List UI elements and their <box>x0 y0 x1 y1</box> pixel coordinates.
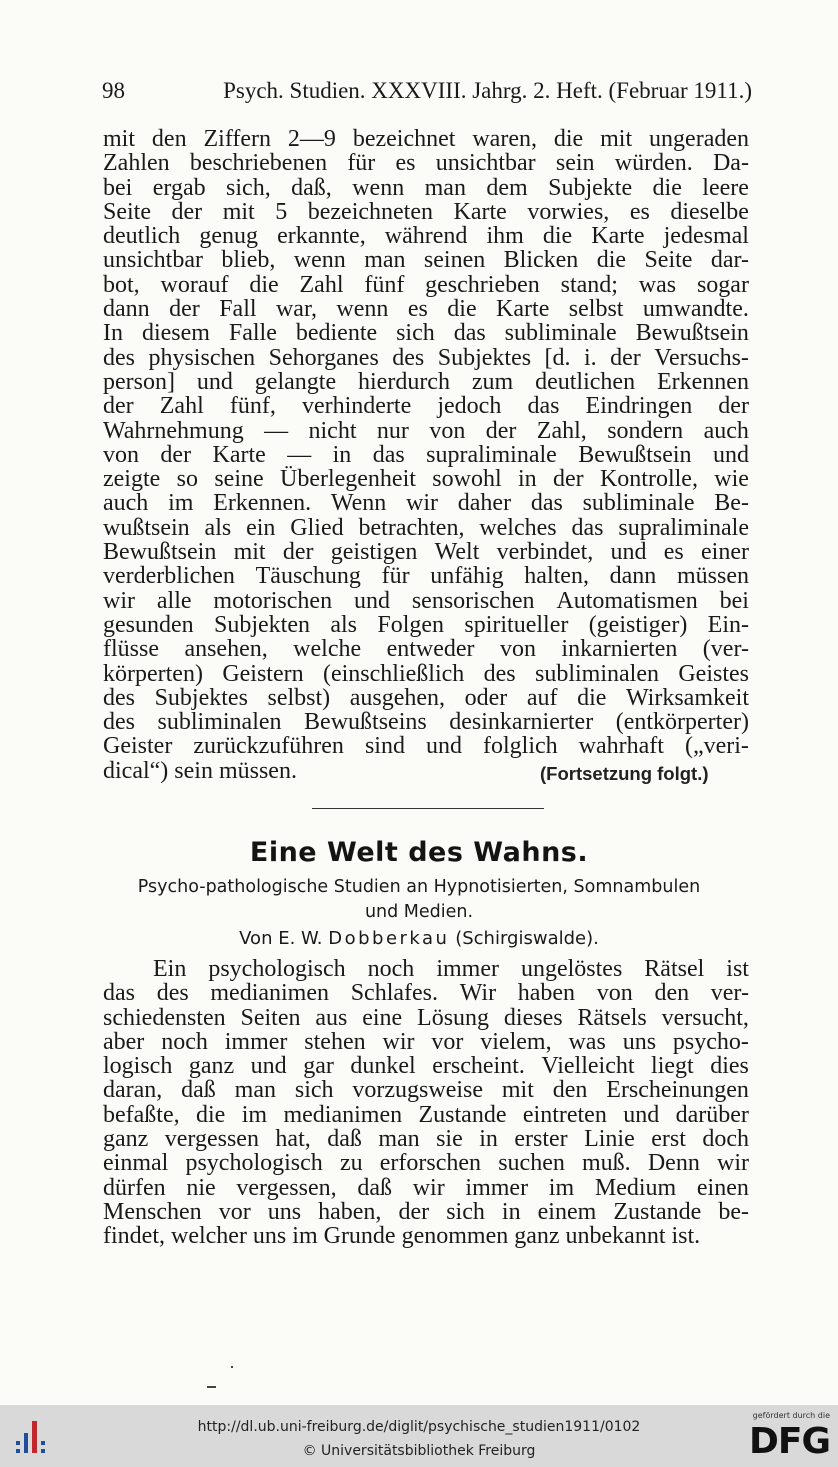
text-line: mit den Ziffern 2—9 bezeichnet waren, die mit ungeraden <box>103 126 749 152</box>
dfg-caption: gefördert durch die <box>752 1411 830 1420</box>
text-line: Geister zurückzuführen sind und folglich wahrhaft („veri- <box>103 733 749 760</box>
text-line: schiedensten Seiten aus eine Lösung dieses Rätsels versucht, <box>103 1004 749 1031</box>
text-line: bot, worauf die Zahl fünf geschrieben stand; was sogar <box>103 271 749 298</box>
text-line: Bewußtsein mit der geistigen Welt verbindet, und es einer <box>103 539 749 566</box>
continuation-note: (Fortsetzung folgt.) <box>540 763 709 784</box>
text-line: befaßte, die im medianimen Zustande eintreten und darüber <box>103 1101 749 1128</box>
text-line: einmal psychologisch zu erforschen suchen muß. Denn wir <box>103 1150 749 1177</box>
running-header <box>102 78 752 108</box>
text-line: flüsse ansehen, welche entweder von inkarnierten (ver- <box>103 636 749 663</box>
text-line: Zahlen beschriebenen für es unsichtbar sein würden. Da- <box>103 150 749 177</box>
text-line: verderblichen Täuschung für unfähig halten, dann müssen <box>103 563 749 590</box>
permalink-url[interactable]: http://dl.ub.uni-freiburg.de/diglit/psychische_studien1911/0102 <box>197 1419 641 1435</box>
text-line: körperten) Geistern (einschließlich des subliminalen Geistes <box>103 660 749 687</box>
dfg-logo-icon[interactable] <box>744 1411 830 1463</box>
text-line: person] und gelangte hierdurch zum deutlichen Erkennen <box>103 368 749 395</box>
article-title: Eine Welt des Wahns. <box>249 837 589 868</box>
page-number: 98 <box>102 78 125 103</box>
viewer-footer <box>0 1405 838 1467</box>
text-line: unsichtbar blieb, wenn man seinen Blicken die Seite dar- <box>103 247 749 274</box>
dfg-logo-text: DFG <box>748 1421 830 1462</box>
text-line: des subliminalen Bewußtseins desinkarnierter (entkörperter) <box>103 709 749 736</box>
text-line: Ein psychologisch noch immer ungelöstes Rätsel ist <box>153 956 749 982</box>
text-line: ganz vergessen hat, daß man sie in erster Linie erst doch <box>103 1126 749 1153</box>
text-line: das des medianimen Schlafes. Wir haben von den ver- <box>103 980 749 1007</box>
running-head: Psych. Studien. XXXVIII. Jahrg. 2. Heft. (Februar 1911.) <box>223 78 752 103</box>
text-line: daran, daß man sich vorzugsweise mit den Erscheinungen <box>103 1077 749 1104</box>
article-byline <box>0 928 838 949</box>
text-line: dürfen nie vergessen, daß wir immer im Medium einen <box>103 1174 749 1201</box>
text-line: wir alle motorischen und sensorischen Automatismen bei <box>103 587 749 614</box>
subtitle-line: Psycho-pathologische Studien an Hypnotisierten, Somnambulen <box>137 877 701 897</box>
byline-prefix: Von E. W. <box>239 928 323 949</box>
text-line: Wahrnehmung — nicht nur von der Zahl, sondern auch <box>103 417 749 444</box>
article-subtitle <box>0 875 838 925</box>
text-line: logisch ganz und gar dunkel erscheint. Vielleicht liegt dies <box>103 1053 749 1080</box>
section-divider <box>312 808 544 809</box>
continued-paragraph <box>103 127 749 783</box>
text-line: Seite der mit 5 bezeichneten Karte vorwies, es dieselbe <box>103 198 749 225</box>
text-line: des physischen Sehorganes des Subjektes [d. i. der Versuchs- <box>103 344 749 371</box>
author-name: Dobberkau <box>328 928 450 949</box>
article-paragraph <box>103 957 749 1249</box>
byline-suffix: (Schirgiswalde). <box>455 928 599 949</box>
text-line: der Zahl fünf, verhinderte jedoch das Eindringen der <box>103 393 749 420</box>
text-line: zeigte so seine Überlegenheit sowohl in der Kontrolle, wie <box>103 466 749 493</box>
text-line: dann der Fall war, wenn es die Karte selbst umwandte. <box>103 296 749 323</box>
text-line: auch im Erkennen. Wenn wir daher das subliminale Be- <box>103 490 749 517</box>
text-line: In diesem Falle bediente sich das subliminale Bewußtsein <box>103 320 749 347</box>
text-line: deutlich genug erkannte, während ihm die Karte jedesmal <box>103 223 749 250</box>
copyright-notice: © Universitätsbibliothek Freiburg <box>302 1443 536 1459</box>
scan-speck <box>231 1366 233 1368</box>
text-line: des Subjektes selbst) ausgehen, oder auf die Wirksamkeit <box>103 684 749 711</box>
text-line: wußtsein als ein Glied betrachten, welches das supraliminale <box>103 514 749 541</box>
text-line: aber noch immer stehen wir vor vielem, was uns psycho- <box>103 1028 749 1055</box>
scan-speck <box>207 1386 216 1388</box>
text-line: gesunden Subjekten als Folgen spiritueller (geistiger) Ein- <box>103 611 749 638</box>
text-line: findet, welcher uns im Grunde genommen ganz unbekannt ist. <box>103 1223 701 1250</box>
text-line: von der Karte — in das supraliminale Bewußtsein und <box>103 441 749 468</box>
subtitle-line: und Medien. <box>364 902 474 922</box>
text-line: bei ergab sich, daß, wenn man dem Subjekte die leere <box>103 174 749 201</box>
text-line: dical“) sein müssen. <box>103 757 297 784</box>
text-line: Menschen vor uns haben, der sich in einem Zustande be- <box>103 1198 749 1225</box>
